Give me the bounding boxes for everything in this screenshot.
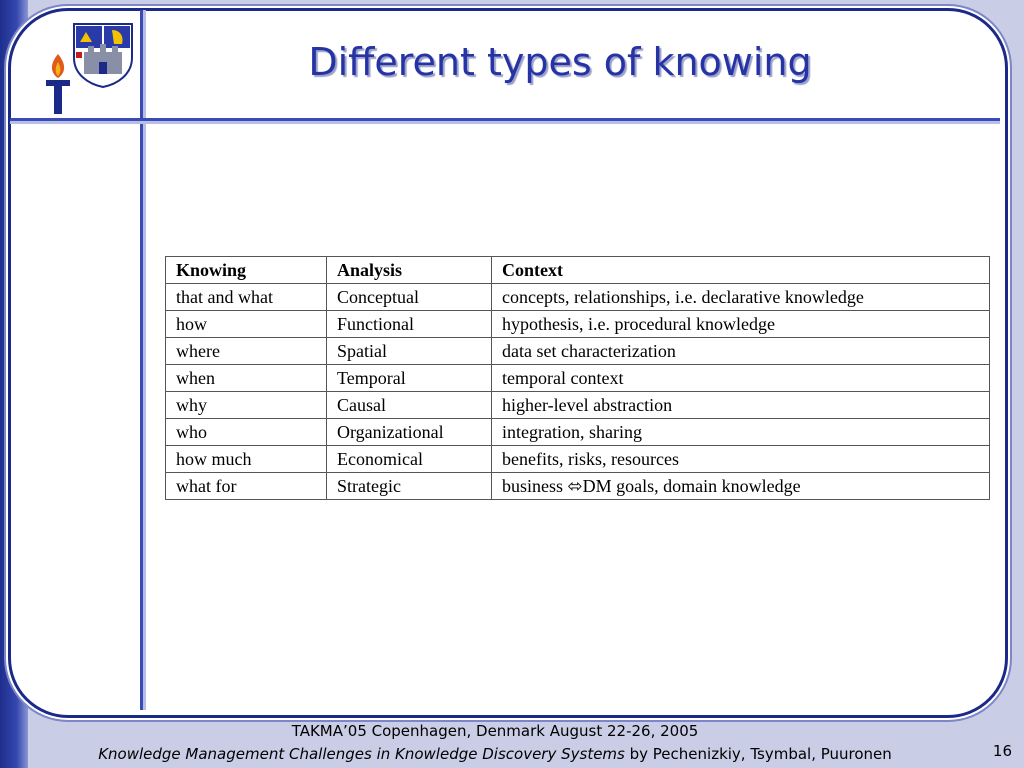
- cell-context: hypothesis, i.e. procedural knowledge: [492, 311, 990, 338]
- cell-context: integration, sharing: [492, 419, 990, 446]
- cell-analysis: Economical: [327, 446, 492, 473]
- cell-analysis: Causal: [327, 392, 492, 419]
- cell-context: benefits, risks, resources: [492, 446, 990, 473]
- cell-analysis: Spatial: [327, 338, 492, 365]
- cell-context: concepts, relationships, i.e. declarative knowledge: [492, 284, 990, 311]
- vertical-rule: [140, 10, 143, 710]
- table-row: [166, 311, 990, 338]
- cell-context: higher-level abstraction: [492, 392, 990, 419]
- cell-context: data set characterization: [492, 338, 990, 365]
- table-row: [166, 338, 990, 365]
- header-knowing: Knowing: [166, 257, 327, 284]
- footer-paper-title: Knowledge Management Challenges in Knowledge Discovery Systems: [98, 745, 625, 763]
- cell-knowing: when: [166, 365, 327, 392]
- cell-analysis: Functional: [327, 311, 492, 338]
- footer-citation: [0, 745, 990, 763]
- table-row: [166, 473, 990, 500]
- cell-analysis: Conceptual: [327, 284, 492, 311]
- horizontal-rule: [10, 118, 1000, 121]
- torch-logo-icon: [40, 52, 76, 116]
- slide-title: Different types of knowing: [308, 40, 812, 84]
- table-row: [166, 419, 990, 446]
- knowing-types-table: [165, 256, 990, 500]
- cell-analysis: Temporal: [327, 365, 492, 392]
- header-context: Context: [492, 257, 990, 284]
- cell-knowing: where: [166, 338, 327, 365]
- page-number: 16: [992, 742, 1012, 760]
- cell-knowing: why: [166, 392, 327, 419]
- table-row: [166, 392, 990, 419]
- cell-context: temporal context: [492, 365, 990, 392]
- cell-knowing: what for: [166, 473, 327, 500]
- table-row: [166, 446, 990, 473]
- cell-context: business ⬄DM goals, domain knowledge: [492, 473, 990, 500]
- cell-knowing: that and what: [166, 284, 327, 311]
- cell-analysis: Strategic: [327, 473, 492, 500]
- cell-knowing: who: [166, 419, 327, 446]
- cell-analysis: Organizational: [327, 419, 492, 446]
- cell-knowing: how much: [166, 446, 327, 473]
- header-analysis: Analysis: [327, 257, 492, 284]
- university-crest-icon: [72, 22, 134, 88]
- table-row: [166, 284, 990, 311]
- footer-authors: by Pechenizkiy, Tsymbal, Puuronen: [624, 745, 892, 763]
- table-header-row: [166, 257, 990, 284]
- table-row: [166, 365, 990, 392]
- cell-knowing: how: [166, 311, 327, 338]
- footer-conference: TAKMA’05 Copenhagen, Denmark August 22-26, 2005: [291, 722, 699, 740]
